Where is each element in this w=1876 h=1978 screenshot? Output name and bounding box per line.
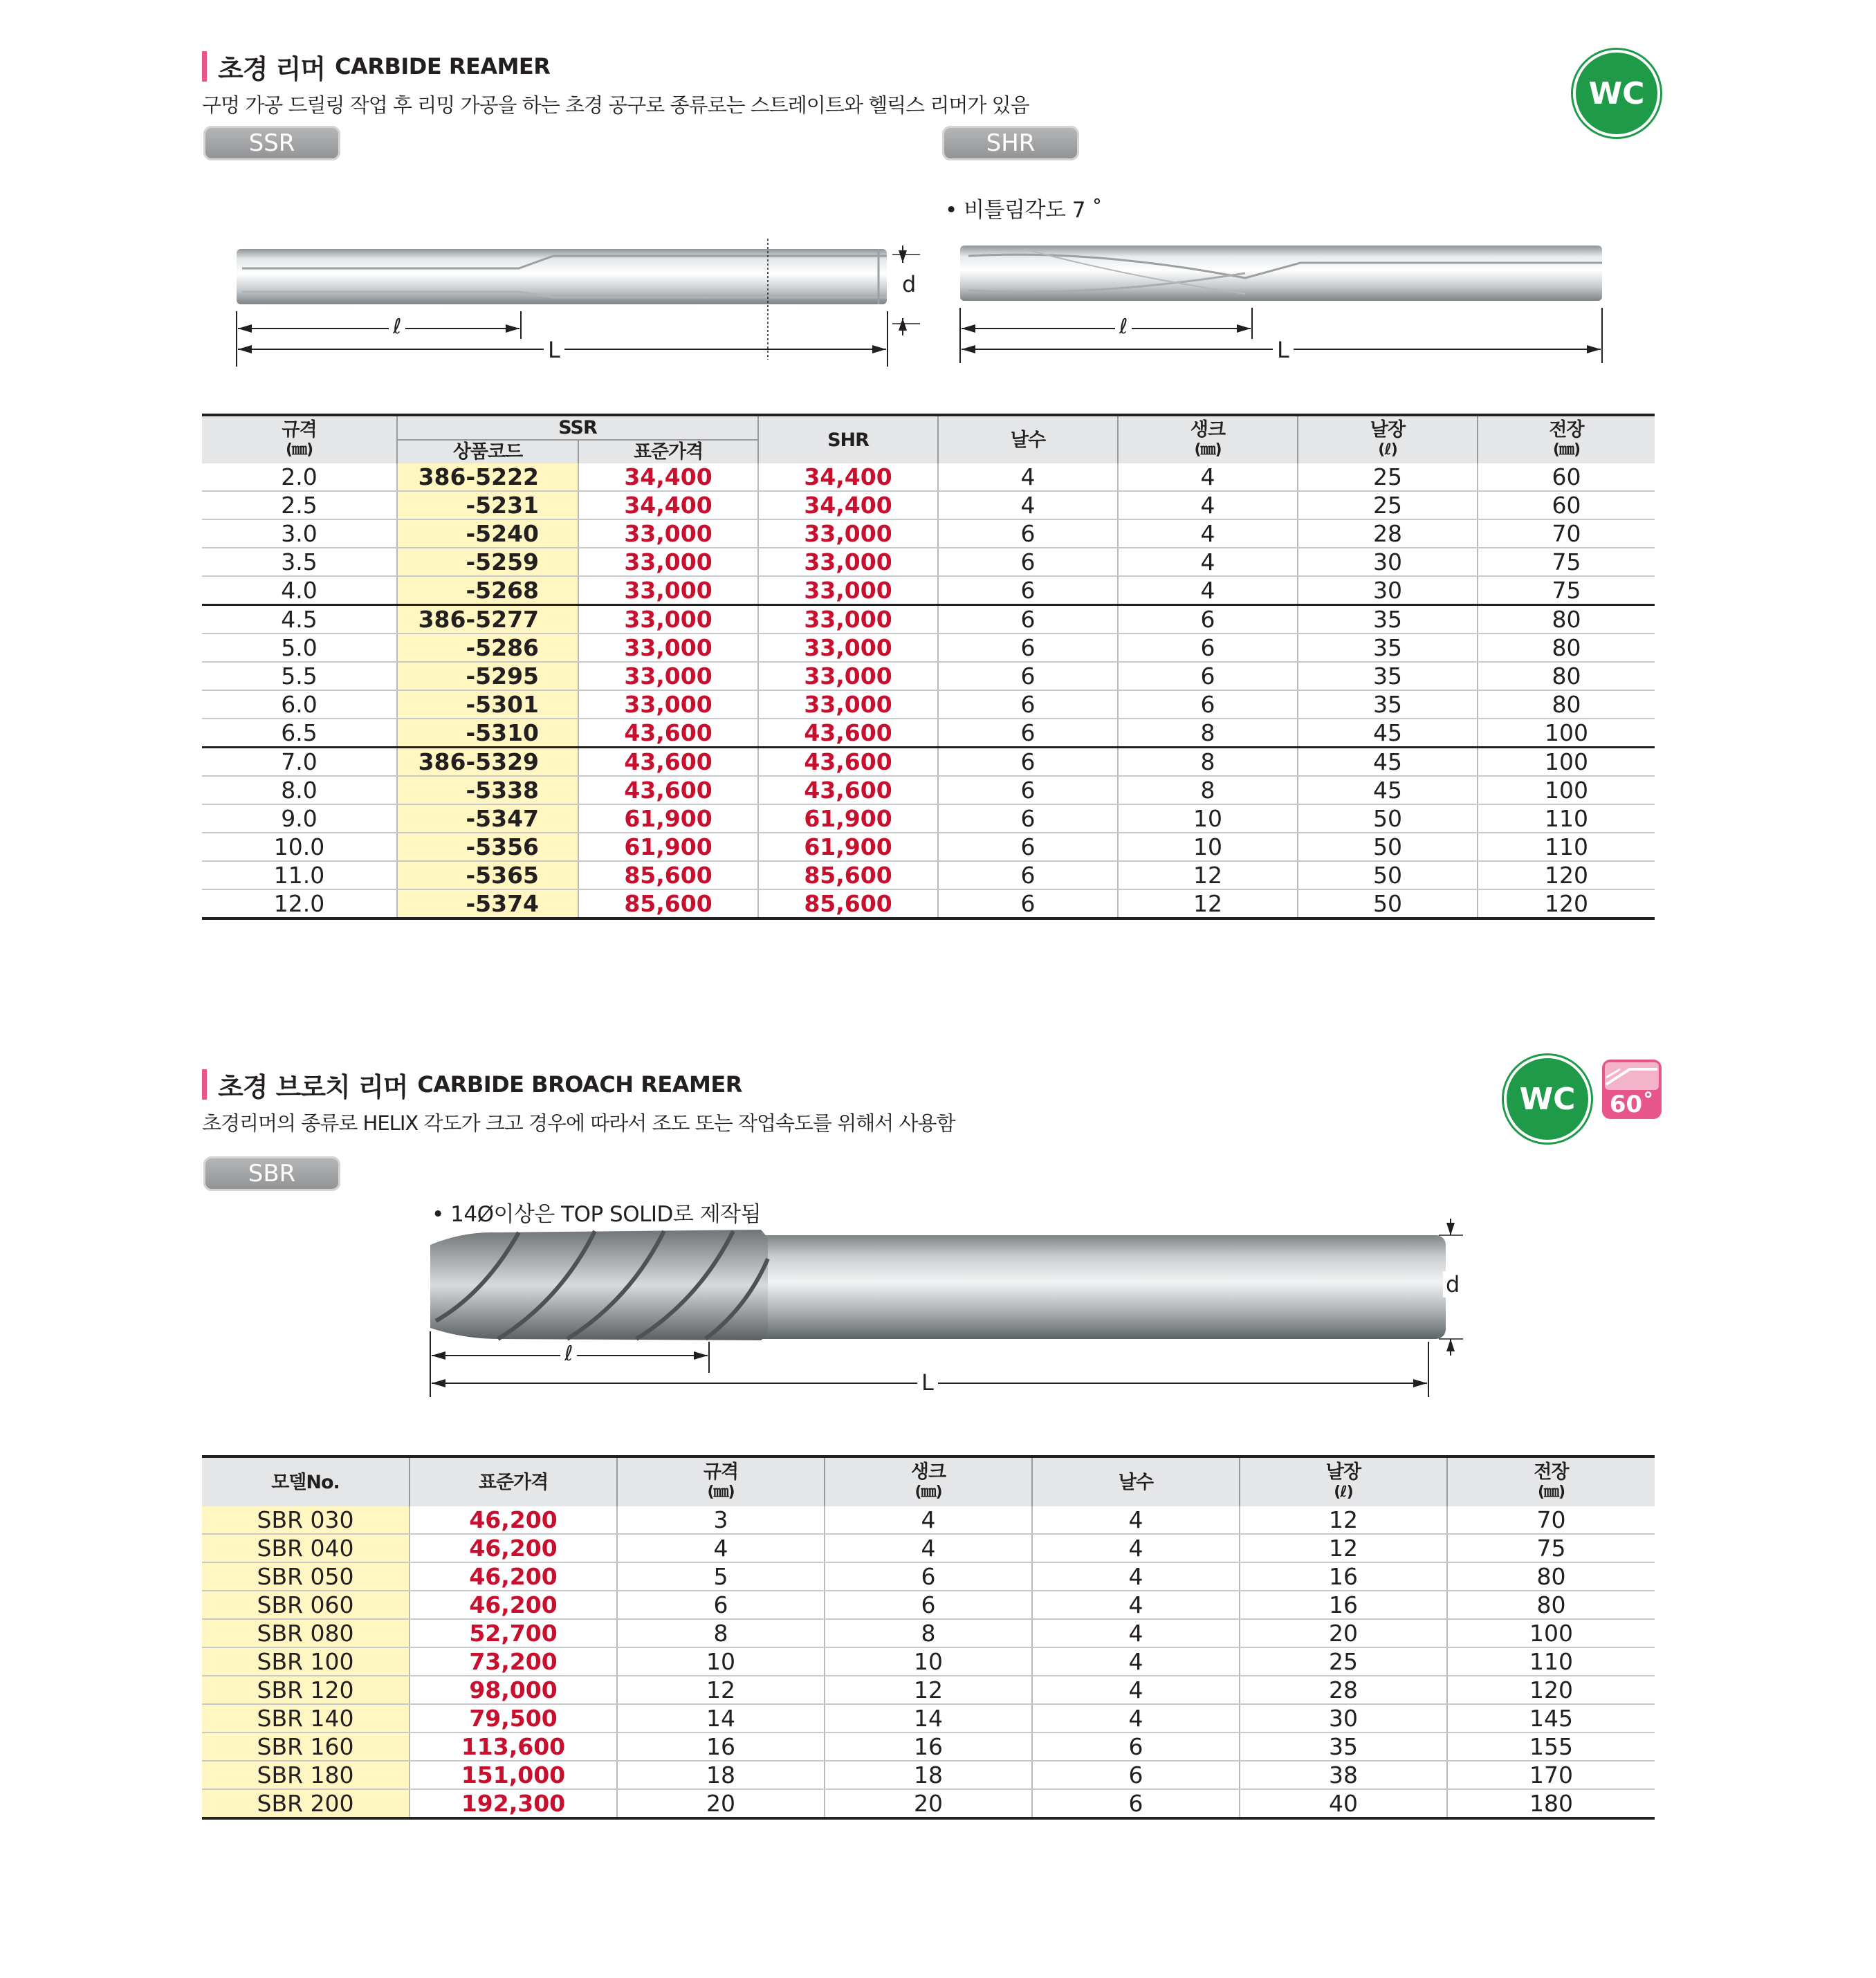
th-size: 규격 (㎜) (202, 416, 397, 463)
cell-shank: 6 (1118, 605, 1298, 634)
cell-product-code: -5374 (397, 889, 578, 918)
th-flutes: 날수 (1032, 1458, 1240, 1506)
cell-flutes: 6 (938, 833, 1118, 861)
table-row (202, 889, 1655, 918)
helix-angle-value: 60˚ (1609, 1091, 1655, 1118)
section2-title-ko: 초경 브로치 리머 (218, 1071, 408, 1102)
cell-flute-length: 30 (1298, 576, 1478, 605)
cell-shr-price: 33,000 (758, 605, 938, 634)
cell-shr-price: 43,600 (758, 748, 938, 777)
table-row (202, 690, 1655, 719)
cell-price: 46,200 (410, 1562, 617, 1591)
table-row (202, 1676, 1655, 1704)
cell-product-code: -5356 (397, 833, 578, 861)
table2-body (202, 1506, 1655, 1818)
ssr-dim-L: L (544, 337, 564, 363)
cell-model: SBR 050 (202, 1562, 410, 1591)
cell-flutes: 4 (1032, 1534, 1240, 1562)
cell-model: SBR 100 (202, 1647, 410, 1676)
table-row (202, 861, 1655, 889)
table-row (202, 605, 1655, 634)
cell-price: 46,200 (410, 1591, 617, 1619)
cell-size: 18 (617, 1761, 825, 1789)
cell-total-length: 120 (1478, 861, 1655, 889)
table-row (202, 634, 1655, 662)
cell-shank: 18 (825, 1761, 1032, 1789)
cell-product-code: -5295 (397, 662, 578, 690)
cell-flutes: 4 (1032, 1562, 1240, 1591)
cell-product-code: 386-5329 (397, 748, 578, 777)
table-row (202, 1732, 1655, 1761)
cell-flutes: 4 (1032, 1704, 1240, 1732)
cell-shank: 6 (825, 1591, 1032, 1619)
table-row (202, 776, 1655, 804)
cell-shr-price: 33,000 (758, 690, 938, 719)
cell-product-code: -5259 (397, 548, 578, 576)
cell-total-length: 180 (1447, 1789, 1655, 1818)
th-shank: 생크 (㎜) (1118, 416, 1298, 463)
cell-flute-length: 35 (1240, 1732, 1447, 1761)
table-row (202, 719, 1655, 748)
cell-ssr-price: 33,000 (578, 548, 758, 576)
cell-ssr-price: 34,400 (578, 463, 758, 491)
cell-flutes: 6 (938, 690, 1118, 719)
cell-flutes: 6 (938, 719, 1118, 748)
cell-total-length: 60 (1478, 463, 1655, 491)
cell-ssr-price: 85,600 (578, 889, 758, 918)
helix-angle-badge (1602, 1060, 1662, 1119)
cell-shr-price: 34,400 (758, 463, 938, 491)
cell-size: 14 (617, 1704, 825, 1732)
cell-shr-price: 33,000 (758, 519, 938, 548)
cell-shr-price: 33,000 (758, 548, 938, 576)
cell-product-code: -5231 (397, 491, 578, 519)
table-row (202, 1761, 1655, 1789)
cell-shank: 4 (825, 1534, 1032, 1562)
cell-shank: 20 (825, 1789, 1032, 1818)
cell-shr-price: 33,000 (758, 576, 938, 605)
cell-size: 5 (617, 1562, 825, 1591)
cell-flutes: 6 (938, 861, 1118, 889)
cell-flute-length: 25 (1240, 1647, 1447, 1676)
cell-ssr-price: 33,000 (578, 634, 758, 662)
th-total-length: 전장 (㎜) (1478, 416, 1655, 463)
cell-flutes: 6 (938, 662, 1118, 690)
cell-flutes: 4 (1032, 1676, 1240, 1704)
tab-ssr[interactable]: SSR (203, 126, 340, 160)
th-code: 상품코드 (397, 440, 578, 463)
ssr-dim-l: ℓ (389, 315, 405, 339)
cell-flutes: 6 (938, 776, 1118, 804)
cell-price: 52,700 (410, 1619, 617, 1647)
cell-shank: 6 (1118, 634, 1298, 662)
cell-size: 12.0 (202, 889, 397, 918)
cell-total-length: 170 (1447, 1761, 1655, 1789)
cell-flutes: 4 (1032, 1591, 1240, 1619)
cell-ssr-price: 43,600 (578, 719, 758, 748)
cell-shank: 4 (1118, 576, 1298, 605)
cell-total-length: 120 (1478, 889, 1655, 918)
cell-flutes: 6 (938, 889, 1118, 918)
table-row (202, 748, 1655, 777)
table-row (202, 491, 1655, 519)
th-price: 표준가격 (578, 440, 758, 463)
cell-ssr-price: 43,600 (578, 776, 758, 804)
cell-price: 46,200 (410, 1534, 617, 1562)
cell-product-code: 386-5222 (397, 463, 578, 491)
cell-flute-length: 50 (1298, 804, 1478, 833)
cell-flutes: 4 (938, 491, 1118, 519)
section1-title-en: CARBIDE REAMER (335, 53, 551, 80)
cell-size: 6.0 (202, 690, 397, 719)
cell-shr-price: 61,900 (758, 833, 938, 861)
cell-size: 8 (617, 1619, 825, 1647)
cell-size: 7.0 (202, 748, 397, 777)
cell-ssr-price: 34,400 (578, 491, 758, 519)
cell-model: SBR 160 (202, 1732, 410, 1761)
table-row (202, 662, 1655, 690)
cell-product-code: 386-5277 (397, 605, 578, 634)
cell-flutes: 6 (1032, 1789, 1240, 1818)
table-row (202, 1506, 1655, 1534)
table-row (202, 1789, 1655, 1818)
cell-model: SBR 040 (202, 1534, 410, 1562)
tab-sbr[interactable]: SBR (203, 1156, 340, 1191)
tab-shr[interactable]: SHR (942, 126, 1079, 160)
cell-flute-length: 45 (1298, 748, 1478, 777)
th-model: 모델No. (202, 1458, 410, 1506)
cell-flute-length: 35 (1298, 662, 1478, 690)
cell-total-length: 75 (1478, 576, 1655, 605)
shr-dim-l: ℓ (1115, 315, 1132, 339)
cell-total-length: 155 (1447, 1732, 1655, 1761)
cell-flute-length: 40 (1240, 1789, 1447, 1818)
cell-shr-price: 34,400 (758, 491, 938, 519)
cell-shank: 12 (825, 1676, 1032, 1704)
cell-size: 6.5 (202, 719, 397, 748)
cell-size: 4.5 (202, 605, 397, 634)
cell-price: 113,600 (410, 1732, 617, 1761)
cell-model: SBR 060 (202, 1591, 410, 1619)
cell-ssr-price: 33,000 (578, 605, 758, 634)
table-row (202, 1534, 1655, 1562)
cell-product-code: -5347 (397, 804, 578, 833)
cell-size: 4.0 (202, 576, 397, 605)
cell-flutes: 4 (1032, 1647, 1240, 1676)
cell-total-length: 80 (1478, 605, 1655, 634)
cell-flutes: 6 (1032, 1732, 1240, 1761)
cell-flute-length: 28 (1240, 1676, 1447, 1704)
cell-flute-length: 50 (1298, 861, 1478, 889)
sbr-note: • 14Ø이상은 TOP SOLID로 제작됨 (432, 1202, 762, 1227)
section2-title (202, 1066, 742, 1102)
ssr-dim-d: d (899, 271, 919, 297)
cell-size: 3.5 (202, 548, 397, 576)
cell-shank: 4 (1118, 548, 1298, 576)
cell-size: 12 (617, 1676, 825, 1704)
cell-shr-price: 43,600 (758, 776, 938, 804)
cell-size: 11.0 (202, 861, 397, 889)
title-accent-bar (202, 1069, 207, 1100)
cell-shank: 8 (1118, 719, 1298, 748)
cell-product-code: -5365 (397, 861, 578, 889)
cell-shank: 4 (1118, 519, 1298, 548)
section1-title-ko: 초경 리머 (218, 53, 326, 84)
cell-ssr-price: 33,000 (578, 690, 758, 719)
sbr-dim-l: ℓ (560, 1342, 577, 1366)
cell-flute-length: 35 (1298, 605, 1478, 634)
cell-shank: 12 (1118, 861, 1298, 889)
cell-total-length: 80 (1478, 634, 1655, 662)
cell-size: 8.0 (202, 776, 397, 804)
cell-flutes: 6 (938, 804, 1118, 833)
cell-price: 98,000 (410, 1676, 617, 1704)
table-row (202, 1591, 1655, 1619)
cell-ssr-price: 33,000 (578, 576, 758, 605)
cell-flutes: 6 (938, 605, 1118, 634)
cell-total-length: 75 (1447, 1534, 1655, 1562)
cell-shank: 10 (1118, 833, 1298, 861)
cell-flute-length: 30 (1240, 1704, 1447, 1732)
cell-ssr-price: 43,600 (578, 748, 758, 777)
cell-total-length: 110 (1478, 804, 1655, 833)
cell-shank: 6 (1118, 662, 1298, 690)
cell-total-length: 100 (1478, 748, 1655, 777)
cell-price: 79,500 (410, 1704, 617, 1732)
cell-flutes: 4 (1032, 1619, 1240, 1647)
cell-total-length: 80 (1478, 662, 1655, 690)
carbide-broach-reamer-table (202, 1458, 1655, 1820)
cell-price: 73,200 (410, 1647, 617, 1676)
cell-size: 2.0 (202, 463, 397, 491)
cell-shank: 10 (1118, 804, 1298, 833)
cell-total-length: 110 (1447, 1647, 1655, 1676)
th-shank: 생크 (㎜) (825, 1458, 1032, 1506)
cell-flute-length: 12 (1240, 1506, 1447, 1534)
cell-size: 5.5 (202, 662, 397, 690)
cell-flute-length: 45 (1298, 719, 1478, 748)
table-row (202, 548, 1655, 576)
th-shr: SHR (758, 416, 938, 463)
cell-total-length: 120 (1447, 1676, 1655, 1704)
cell-model: SBR 140 (202, 1704, 410, 1732)
cell-shr-price: 85,600 (758, 861, 938, 889)
sbr-dim-d: d (1443, 1271, 1462, 1297)
cell-shank: 8 (1118, 748, 1298, 777)
cell-model: SBR 120 (202, 1676, 410, 1704)
cell-product-code: -5240 (397, 519, 578, 548)
cell-total-length: 145 (1447, 1704, 1655, 1732)
cell-price: 151,000 (410, 1761, 617, 1789)
cell-shank: 6 (1118, 690, 1298, 719)
cell-size: 10 (617, 1647, 825, 1676)
cell-ssr-price: 33,000 (578, 519, 758, 548)
cell-flute-length: 35 (1298, 690, 1478, 719)
ssr-dimensions (228, 235, 941, 373)
cell-shr-price: 33,000 (758, 662, 938, 690)
cell-price: 46,200 (410, 1506, 617, 1534)
helix-angle-icon (1602, 1060, 1662, 1094)
section2-title-en: CARBIDE BROACH REAMER (417, 1071, 742, 1098)
cell-flutes: 6 (938, 634, 1118, 662)
cell-shank: 16 (825, 1732, 1032, 1761)
cell-flute-length: 16 (1240, 1562, 1447, 1591)
cell-flutes: 6 (938, 576, 1118, 605)
cell-size: 20 (617, 1789, 825, 1818)
cell-flute-length: 38 (1240, 1761, 1447, 1789)
table-row (202, 1704, 1655, 1732)
cell-flutes: 4 (1032, 1506, 1240, 1534)
cell-size: 2.5 (202, 491, 397, 519)
cell-shank: 12 (1118, 889, 1298, 918)
table-row (202, 833, 1655, 861)
cell-product-code: -5301 (397, 690, 578, 719)
wc-badge: WC (1573, 50, 1660, 137)
cell-size: 3.0 (202, 519, 397, 548)
shr-note: • 비틀림각도 7 ˚ (945, 198, 1103, 223)
cell-flute-length: 16 (1240, 1591, 1447, 1619)
cell-ssr-price: 61,900 (578, 804, 758, 833)
cell-shank: 8 (825, 1619, 1032, 1647)
section1-description: 구멍 가공 드릴링 작업 후 리밍 가공을 하는 초경 공구로 종류로는 스트레이트와 헬릭스 리머가 있음 (202, 93, 1029, 117)
shr-dim-L: L (1273, 337, 1294, 363)
cell-size: 4 (617, 1534, 825, 1562)
cell-shank: 10 (825, 1647, 1032, 1676)
cell-product-code: -5286 (397, 634, 578, 662)
cell-shr-price: 43,600 (758, 719, 938, 748)
th-flute-length: 날장 (ℓ) (1240, 1458, 1447, 1506)
cell-total-length: 60 (1478, 491, 1655, 519)
cell-shank: 4 (1118, 463, 1298, 491)
cell-total-length: 100 (1447, 1619, 1655, 1647)
cell-model: SBR 030 (202, 1506, 410, 1534)
cell-flute-length: 25 (1298, 491, 1478, 519)
th-ssr: SSR (397, 416, 758, 440)
cell-shank: 8 (1118, 776, 1298, 804)
cell-ssr-price: 61,900 (578, 833, 758, 861)
cell-flutes: 6 (1032, 1761, 1240, 1789)
cell-product-code: -5268 (397, 576, 578, 605)
cell-model: SBR 080 (202, 1619, 410, 1647)
cell-total-length: 75 (1478, 548, 1655, 576)
cell-flute-length: 20 (1240, 1619, 1447, 1647)
cell-flute-length: 30 (1298, 548, 1478, 576)
table-row (202, 1562, 1655, 1591)
table-row (202, 519, 1655, 548)
cell-product-code: -5338 (397, 776, 578, 804)
wc-badge: WC (1504, 1055, 1591, 1143)
cell-total-length: 110 (1478, 833, 1655, 861)
cell-flute-length: 28 (1298, 519, 1478, 548)
cell-flute-length: 12 (1240, 1534, 1447, 1562)
cell-total-length: 80 (1478, 690, 1655, 719)
cell-flute-length: 25 (1298, 463, 1478, 491)
table-row (202, 576, 1655, 605)
cell-size: 5.0 (202, 634, 397, 662)
table-row (202, 1619, 1655, 1647)
th-total-length: 전장 (㎜) (1447, 1458, 1655, 1506)
section2-description: 초경리머의 종류로 HELIX 각도가 크고 경우에 따라서 조도 또는 작업속도를 위해서 사용함 (202, 1111, 955, 1135)
cell-flutes: 6 (938, 548, 1118, 576)
cell-size: 6 (617, 1591, 825, 1619)
th-price: 표준가격 (410, 1458, 617, 1506)
cell-shank: 4 (1118, 491, 1298, 519)
cell-flutes: 6 (938, 748, 1118, 777)
cell-flute-length: 50 (1298, 889, 1478, 918)
cell-ssr-price: 85,600 (578, 861, 758, 889)
cell-shank: 14 (825, 1704, 1032, 1732)
sbr-dimensions (422, 1217, 1473, 1397)
cell-total-length: 100 (1478, 776, 1655, 804)
cell-ssr-price: 33,000 (578, 662, 758, 690)
cell-size: 9.0 (202, 804, 397, 833)
cell-flute-length: 35 (1298, 634, 1478, 662)
title-accent-bar (202, 51, 207, 82)
cell-total-length: 80 (1447, 1562, 1655, 1591)
table1-body (202, 463, 1655, 918)
cell-shr-price: 33,000 (758, 634, 938, 662)
table-row (202, 1647, 1655, 1676)
th-size: 규격 (㎜) (617, 1458, 825, 1506)
cell-size: 10.0 (202, 833, 397, 861)
cell-total-length: 70 (1478, 519, 1655, 548)
cell-flute-length: 50 (1298, 833, 1478, 861)
th-flutes: 날수 (938, 416, 1118, 463)
cell-total-length: 80 (1447, 1591, 1655, 1619)
cell-flute-length: 45 (1298, 776, 1478, 804)
cell-size: 16 (617, 1732, 825, 1761)
cell-product-code: -5310 (397, 719, 578, 748)
cell-price: 192,300 (410, 1789, 617, 1818)
table-row (202, 804, 1655, 833)
cell-total-length: 100 (1478, 719, 1655, 748)
cell-shank: 4 (825, 1506, 1032, 1534)
table-row (202, 463, 1655, 491)
cell-shr-price: 61,900 (758, 804, 938, 833)
cell-flutes: 4 (938, 463, 1118, 491)
cell-shr-price: 85,600 (758, 889, 938, 918)
cell-size: 3 (617, 1506, 825, 1534)
cell-flutes: 6 (938, 519, 1118, 548)
cell-model: SBR 180 (202, 1761, 410, 1789)
sbr-dim-L: L (917, 1369, 938, 1396)
cell-model: SBR 200 (202, 1789, 410, 1818)
th-flute-length: 날장 (ℓ) (1298, 416, 1478, 463)
cell-total-length: 70 (1447, 1506, 1655, 1534)
section1-title (202, 48, 550, 84)
carbide-reamer-table (202, 416, 1655, 920)
cell-shank: 6 (825, 1562, 1032, 1591)
